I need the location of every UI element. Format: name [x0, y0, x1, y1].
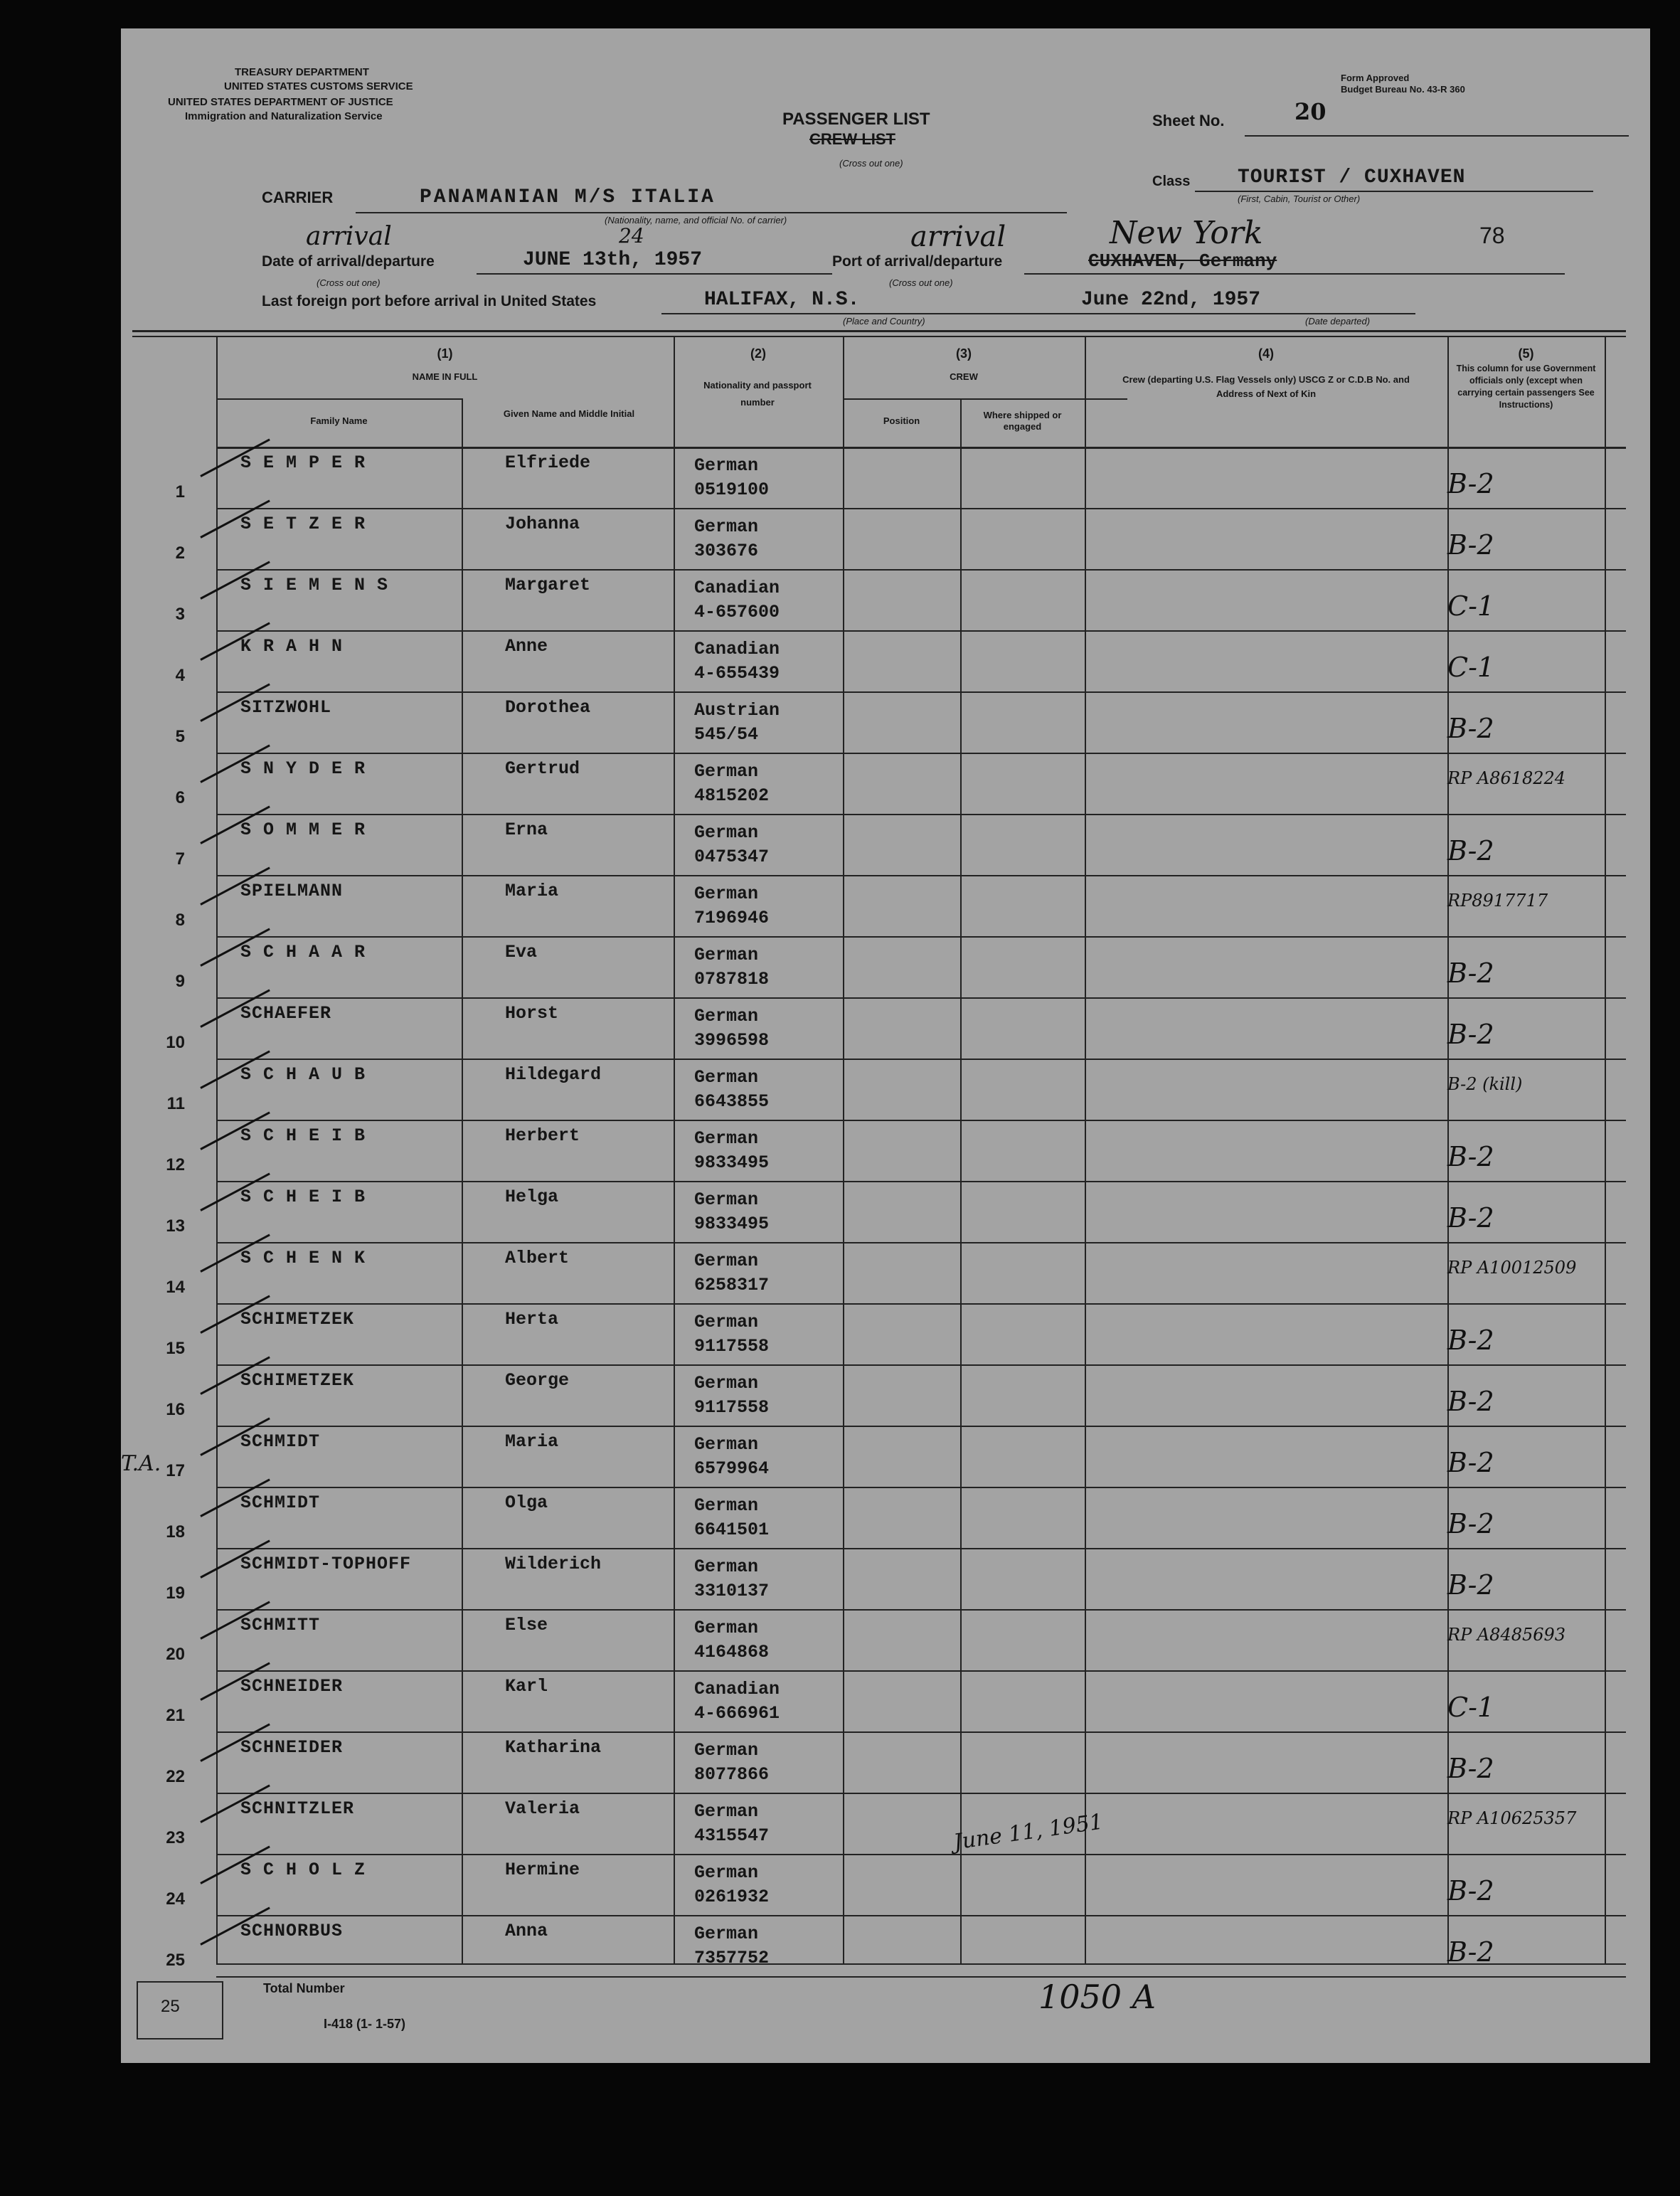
- nationality-value: German: [694, 1434, 759, 1455]
- family-name-cell: S C H E N K: [240, 1248, 366, 1268]
- table-row: [121, 1121, 1650, 1182]
- nationality-value: German: [694, 1251, 759, 1271]
- port-label: Port of arrival/departure: [832, 253, 1003, 270]
- passport-value: 9833495: [694, 1152, 770, 1173]
- nationality-value: German: [694, 455, 759, 476]
- family-name-cell: S E M P E R: [240, 452, 366, 473]
- given-name-cell: Margaret: [505, 575, 591, 595]
- given-name-cell: Herta: [505, 1309, 559, 1330]
- nationality-value: German: [694, 1618, 759, 1638]
- nationality-value: German: [694, 1862, 759, 1883]
- row-number: 15: [166, 1339, 185, 1358]
- government-code-cell: B-2: [1447, 1202, 1494, 1234]
- family-name-cell: SCHNEIDER: [240, 1737, 344, 1758]
- nationality-value: German: [694, 822, 759, 843]
- family-name-cell: SCHAEFER: [240, 1003, 332, 1024]
- given-name-cell: Wilderich: [505, 1554, 602, 1574]
- col1-title: NAME IN FULL: [412, 371, 478, 382]
- family-name-cell: S E T Z E R: [240, 514, 366, 534]
- nationality-cell: [694, 1372, 769, 1420]
- government-code-cell: RP A8618224: [1447, 768, 1566, 788]
- given-name-cell: Erna: [505, 819, 548, 840]
- row-number: 2: [175, 543, 185, 563]
- government-code-cell: B-2 (kill): [1447, 1074, 1523, 1094]
- title-crew-list: CREW LIST: [809, 130, 895, 148]
- family-name-cell: SCHMITT: [240, 1615, 321, 1635]
- nationality-value: German: [694, 1312, 759, 1332]
- given-name-cell: Maria: [505, 881, 559, 901]
- row-number: 11: [166, 1094, 185, 1113]
- port-handwritten: arrival: [910, 221, 1006, 253]
- nationality-value: Canadian: [694, 1679, 780, 1699]
- government-code-cell: RP A10012509: [1447, 1258, 1577, 1278]
- nationality-cell: [694, 1310, 769, 1359]
- port-value: CUXHAVEN, Germany: [1088, 250, 1277, 272]
- government-code-cell: C-1: [1447, 1692, 1495, 1723]
- row-number: 12: [166, 1155, 185, 1174]
- given-name-cell: Gertrud: [505, 758, 580, 779]
- passport-value: 0787818: [694, 969, 770, 990]
- table-row: [121, 1794, 1650, 1855]
- family-name-cell: S O M M E R: [240, 819, 366, 840]
- agency-line-3: UNITED STATES DEPARTMENT OF JUSTICE: [168, 96, 393, 108]
- table-row: [121, 1366, 1650, 1427]
- government-code-cell: B-2: [1447, 1325, 1494, 1356]
- passport-value: 0475347: [694, 847, 770, 867]
- row-number: 1: [175, 482, 185, 502]
- family-name-cell: S C H A U B: [240, 1064, 366, 1085]
- passport-value: 6258317: [694, 1275, 770, 1295]
- government-code-cell: B-2: [1447, 1875, 1494, 1906]
- passport-value: 4-655439: [694, 663, 780, 684]
- nationality-cell: [694, 1922, 769, 1970]
- given-name-cell: Albert: [505, 1248, 570, 1268]
- government-code-cell: B-2: [1447, 1019, 1494, 1050]
- family-name-cell: SCHNORBUS: [240, 1921, 344, 1941]
- family-name-cell: SCHMIDT-TOPHOFF: [240, 1554, 412, 1574]
- family-name-cell: S C H E I B: [240, 1187, 366, 1207]
- total-number-value: 25: [161, 1997, 180, 2016]
- col2-number: (2): [750, 346, 766, 361]
- given-name-cell: Valeria: [505, 1798, 580, 1819]
- given-name-cell: Horst: [505, 1003, 559, 1024]
- family-name-cell: S I E M E N S: [240, 575, 389, 595]
- table-row: [121, 1182, 1650, 1243]
- table-row: [121, 1733, 1650, 1794]
- given-name-cell: Elfriede: [505, 452, 591, 473]
- row-number: 14: [166, 1278, 185, 1297]
- nationality-cell: [694, 1616, 769, 1665]
- passport-value: 8077866: [694, 1764, 770, 1785]
- table-row: [121, 1549, 1650, 1611]
- date-value: JUNE 13th, 1957: [523, 249, 703, 271]
- given-name-cell: Else: [505, 1615, 548, 1635]
- col5-title: This column for use Government officials only (except when carrying certain passengers See Instructions): [1456, 364, 1596, 410]
- agency-line-2: UNITED STATES CUSTOMS SERVICE: [224, 80, 413, 92]
- date-departed-caption: (Date departed): [1305, 316, 1371, 327]
- nationality-value: German: [694, 1801, 759, 1822]
- nationality-cell: [694, 821, 769, 869]
- form-number: I-418 (1- 1-57): [324, 2017, 406, 2031]
- government-code-cell: RP8917717: [1447, 891, 1548, 911]
- nationality-value: German: [694, 884, 759, 904]
- given-name-header: Given Name and Middle Initial: [503, 408, 635, 419]
- table-row: [121, 1305, 1650, 1366]
- government-code-cell: B-2: [1447, 1569, 1494, 1601]
- nationality-cell: [694, 454, 769, 502]
- given-name-cell: Karl: [505, 1676, 548, 1697]
- title-passenger-list: PASSENGER LIST: [782, 110, 930, 129]
- passport-value: 7357752: [694, 1948, 770, 1968]
- position-header: Position: [883, 415, 920, 426]
- government-code-cell: B-2: [1447, 713, 1494, 744]
- given-name-cell: Johanna: [505, 514, 580, 534]
- row-number: 16: [166, 1400, 185, 1419]
- given-name-cell: Dorothea: [505, 697, 591, 718]
- family-name-cell: K R A H N: [240, 636, 344, 657]
- nationality-value: German: [694, 945, 759, 965]
- given-name-cell: George: [505, 1370, 570, 1391]
- nationality-value: German: [694, 1006, 759, 1027]
- government-code-cell: B-2: [1447, 835, 1494, 866]
- row-number: 23: [166, 1828, 185, 1847]
- nationality-cell: [694, 1555, 769, 1603]
- family-name-header: Family Name: [310, 415, 368, 426]
- row-number: 10: [166, 1033, 185, 1052]
- government-code-cell: RP A8485693: [1447, 1625, 1566, 1645]
- cross-out-one-port: (Cross out one): [889, 277, 953, 288]
- nationality-cell: [694, 882, 769, 930]
- nationality-cell: [694, 1677, 780, 1726]
- passport-value: 3310137: [694, 1581, 770, 1601]
- table-row: [121, 938, 1650, 999]
- nationality-cell: [694, 760, 769, 808]
- margin-note: T.A.: [121, 1451, 161, 1476]
- nationality-cell: [694, 1739, 769, 1787]
- table-row: [121, 571, 1650, 632]
- government-code-cell: C-1: [1447, 652, 1495, 683]
- col3-title: CREW: [950, 371, 978, 382]
- passport-value: 9117558: [694, 1336, 770, 1357]
- family-name-cell: SCHMIDT: [240, 1431, 321, 1452]
- row-number: 25: [166, 1951, 185, 1970]
- agency-line-4: Immigration and Naturalization Service: [185, 110, 383, 122]
- table-row: [121, 448, 1650, 509]
- carrier-caption: (Nationality, name, and official No. of carrier): [605, 215, 787, 226]
- nationality-cell: [694, 1861, 769, 1909]
- form-approved: Form Approved: [1341, 73, 1410, 83]
- family-name-cell: SCHNEIDER: [240, 1676, 344, 1697]
- row-number: 19: [166, 1584, 185, 1603]
- nationality-value: Austrian: [694, 700, 780, 721]
- nationality-value: Canadian: [694, 578, 780, 598]
- given-name-cell: Anna: [505, 1921, 548, 1941]
- row-number: 5: [175, 727, 185, 746]
- carrier-label: CARRIER: [262, 189, 334, 206]
- nationality-value: German: [694, 1556, 759, 1577]
- date-departed-value: June 22nd, 1957: [1081, 289, 1261, 311]
- table-row: [121, 754, 1650, 815]
- carrier-value: PANAMANIAN M/S ITALIA: [420, 186, 716, 208]
- row-number: 17: [166, 1461, 185, 1480]
- nationality-cell: [694, 1494, 769, 1542]
- nationality-cell: [694, 1127, 769, 1175]
- passport-value: 4815202: [694, 785, 770, 806]
- family-name-cell: S C H O L Z: [240, 1860, 366, 1880]
- table-row: [121, 876, 1650, 938]
- nationality-value: German: [694, 1189, 759, 1210]
- nationality-value: German: [694, 1740, 759, 1761]
- family-name-cell: SCHMIDT: [240, 1492, 321, 1513]
- nationality-cell: [694, 1433, 769, 1481]
- row-number: 7: [175, 849, 185, 869]
- table-row: [121, 1855, 1650, 1916]
- nationality-cell: [694, 1249, 769, 1298]
- col4-title: Crew (departing U.S. Flag Vessels only) USCG Z or C.D.B No. and Address of Next of Kin: [1122, 374, 1410, 399]
- stamp-note: 1050 A: [1038, 1978, 1156, 2016]
- cross-out-caption: (Cross out one): [839, 158, 903, 169]
- col3-number: (3): [956, 346, 972, 361]
- given-name-cell: Olga: [505, 1492, 548, 1513]
- passport-value: 9833495: [694, 1214, 770, 1234]
- total-number-label: Total Number: [263, 1981, 345, 1995]
- passport-value: 6641501: [694, 1519, 770, 1540]
- passport-value: 6643855: [694, 1091, 770, 1112]
- family-name-cell: S N Y D E R: [240, 758, 366, 779]
- table-row: [121, 1488, 1650, 1549]
- given-name-cell: Hermine: [505, 1860, 580, 1880]
- sheet-label: Sheet No.: [1152, 112, 1225, 129]
- last-port-label: Last foreign port before arrival in United States: [262, 293, 597, 309]
- cross-out-one-date: (Cross out one): [317, 277, 381, 288]
- passenger-rows: [121, 448, 1650, 1978]
- where-shipped-header: Where shipped or engaged: [983, 410, 1062, 432]
- nationality-value: German: [694, 1924, 759, 1944]
- passport-value: 4-657600: [694, 602, 780, 622]
- last-port-value: HALIFAX, N.S.: [704, 289, 860, 311]
- col4-handwritten-note: June 11, 1951: [952, 1809, 1105, 1855]
- table-row: [121, 1243, 1650, 1305]
- passport-value: 0519100: [694, 479, 770, 500]
- nationality-value: German: [694, 761, 759, 782]
- col4-number: (4): [1258, 346, 1274, 361]
- date-handwritten: arrival: [306, 222, 392, 251]
- nationality-cell: [694, 699, 780, 747]
- given-name-cell: Herbert: [505, 1125, 580, 1146]
- given-name-cell: Eva: [505, 942, 538, 962]
- agency-line-1: TREASURY DEPARTMENT: [235, 66, 369, 78]
- row-number: 18: [166, 1522, 185, 1542]
- budget-bureau: Budget Bureau No. 43-R 360: [1341, 84, 1465, 95]
- class-caption: (First, Cabin, Tourist or Other): [1238, 193, 1361, 204]
- government-code-cell: B-2: [1447, 1753, 1494, 1784]
- table-row: [121, 1916, 1650, 1978]
- passport-value: 4-666961: [694, 1703, 780, 1724]
- nationality-value: German: [694, 516, 759, 537]
- passport-value: 0261932: [694, 1887, 770, 1907]
- passenger-list-sheet: [121, 28, 1650, 2063]
- passport-value: 545/54: [694, 724, 759, 745]
- row-number: 21: [166, 1706, 185, 1725]
- table-row: [121, 693, 1650, 754]
- total-number-box: [137, 1981, 223, 2039]
- date-correction: 24: [619, 224, 644, 248]
- given-name-cell: Katharina: [505, 1737, 602, 1758]
- table-row: [121, 632, 1650, 693]
- row-number: 13: [166, 1216, 185, 1236]
- passport-value: 7196946: [694, 908, 770, 928]
- government-code-cell: B-2: [1447, 1508, 1494, 1539]
- nationality-cell: [694, 515, 758, 563]
- family-name-cell: SITZWOHL: [240, 697, 332, 718]
- nationality-value: Canadian: [694, 639, 780, 659]
- government-code-cell: B-2: [1447, 529, 1494, 561]
- passport-value: 4315547: [694, 1825, 770, 1846]
- row-number: 3: [175, 605, 185, 624]
- row-number: 9: [175, 972, 185, 991]
- table-row: [121, 999, 1650, 1060]
- family-name-cell: S C H E I B: [240, 1125, 366, 1146]
- passport-value: 4164868: [694, 1642, 770, 1662]
- family-name-cell: SCHIMETZEK: [240, 1370, 355, 1391]
- government-code-cell: RP A10625357: [1447, 1808, 1577, 1828]
- table-row: [121, 509, 1650, 571]
- last-port-caption: (Place and Country): [843, 316, 925, 327]
- government-code-cell: B-2: [1447, 1936, 1494, 1968]
- nationality-cell: [694, 1004, 769, 1053]
- passport-value: 303676: [694, 541, 759, 561]
- row-number: 22: [166, 1767, 185, 1786]
- given-name-cell: Hildegard: [505, 1064, 602, 1085]
- nationality-cell: [694, 637, 780, 686]
- table-row: [121, 815, 1650, 876]
- table-row: [121, 1611, 1650, 1672]
- government-code-cell: B-2: [1447, 1447, 1494, 1478]
- nationality-value: German: [694, 1128, 759, 1149]
- date-label: Date of arrival/departure: [262, 253, 435, 270]
- nationality-value: German: [694, 1067, 759, 1088]
- government-code-cell: B-2: [1447, 1386, 1494, 1417]
- col1-number: (1): [437, 346, 453, 361]
- family-name-cell: SPIELMANN: [240, 881, 344, 901]
- sheet-number: 20: [1294, 98, 1327, 125]
- row-number: 8: [175, 911, 185, 930]
- row-number: 6: [175, 788, 185, 807]
- family-name-cell: SCHNITZLER: [240, 1798, 355, 1819]
- passport-value: 3996598: [694, 1030, 770, 1051]
- government-code-cell: C-1: [1447, 590, 1495, 622]
- nationality-cell: [694, 1188, 769, 1236]
- table-row: [121, 1427, 1650, 1488]
- nationality-cell: [694, 1800, 769, 1848]
- col2-title: Nationality and passport number: [703, 380, 812, 408]
- class-label: Class: [1152, 174, 1191, 189]
- government-code-cell: B-2: [1447, 1141, 1494, 1172]
- port-correction: New York: [1110, 215, 1263, 251]
- government-code-cell: B-2: [1447, 468, 1494, 499]
- row-number: 24: [166, 1889, 185, 1909]
- nationality-value: German: [694, 1373, 759, 1394]
- row-number: 4: [175, 666, 185, 685]
- table-row: [121, 1672, 1650, 1733]
- family-name-cell: SCHIMETZEK: [240, 1309, 355, 1330]
- table-row: [121, 1060, 1650, 1121]
- passport-value: 9117558: [694, 1397, 770, 1418]
- class-value: TOURIST / CUXHAVEN: [1238, 166, 1466, 189]
- given-name-cell: Anne: [505, 636, 548, 657]
- family-name-cell: S C H A A R: [240, 942, 366, 962]
- nationality-value: German: [694, 1495, 759, 1516]
- given-name-cell: Maria: [505, 1431, 559, 1452]
- given-name-cell: Helga: [505, 1187, 559, 1207]
- col5-number: (5): [1518, 346, 1534, 361]
- right-number: 78: [1479, 223, 1505, 248]
- government-code-cell: B-2: [1447, 958, 1494, 989]
- row-number: 20: [166, 1645, 185, 1664]
- passport-value: 6579964: [694, 1458, 770, 1479]
- nationality-cell: [694, 943, 769, 992]
- nationality-cell: [694, 1066, 769, 1114]
- nationality-cell: [694, 576, 780, 625]
